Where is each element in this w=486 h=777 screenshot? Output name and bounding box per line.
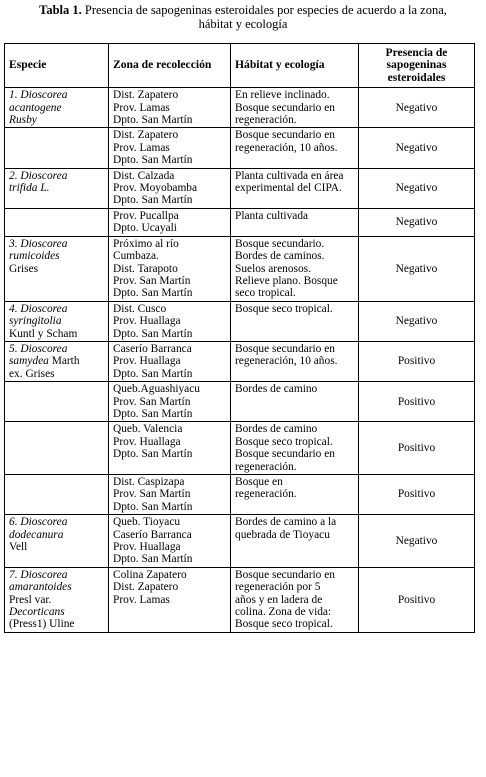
cell-zona: [109, 128, 231, 168]
header-presencia-line: sapogeninas: [386, 58, 447, 72]
species-line: 7. Dioscorea: [9, 568, 68, 581]
species-line: (Press1) Uline: [9, 618, 75, 631]
cell-zona: [109, 475, 231, 515]
zona-line: Dpto. San Martín: [113, 500, 193, 513]
zona-line: Dist. Zapatero: [113, 129, 179, 142]
table-row: [5, 236, 475, 301]
habitat-line: Bordes de camino: [235, 383, 318, 396]
cell-presencia: Positivo: [359, 382, 475, 422]
caption-label: Tabla 1.: [39, 3, 82, 17]
zona-line: Dpto. Ucayali: [113, 222, 177, 235]
table-row: [5, 128, 475, 168]
species-line: acantogene: [9, 101, 62, 114]
table-body: [5, 88, 475, 633]
species-line: 6. Dioscorea: [9, 516, 68, 529]
zona-line: Dist. Zapatero: [113, 581, 179, 594]
habitat-line: Bordes de camino: [235, 423, 318, 436]
zona-line: Queb. Tioyacu: [113, 516, 181, 529]
habitat-line: Bosque seco tropical.: [235, 302, 333, 315]
habitat-line: En relieve inclinado.: [235, 89, 330, 102]
zona-line: Prov. San Martín: [113, 395, 191, 408]
zona-line: Dpto. San Martín: [113, 327, 193, 340]
habitat-line: quebrada de Tioyacu: [235, 528, 330, 541]
zona-line: Prov. Lamas: [113, 593, 170, 606]
habitat-line: experimental del CIPA.: [235, 182, 342, 195]
species-line: 2. Dioscorea: [9, 169, 68, 182]
cell-habitat: [231, 168, 359, 208]
cell-habitat: [231, 236, 359, 301]
species-line: 3. Dioscorea: [9, 237, 68, 250]
species-line: 4. Dioscorea: [9, 302, 68, 315]
cell-presencia: Negativo: [359, 236, 475, 301]
cell-zona: [109, 168, 231, 208]
cell-habitat: [231, 567, 359, 632]
species-author: Marth: [48, 355, 80, 368]
table-row: [5, 382, 475, 422]
zona-line: Próximo al río: [113, 237, 179, 250]
zona-line: Dist. Zapatero: [113, 89, 179, 102]
habitat-line: Bosque secundario en: [235, 342, 335, 355]
species-line: syringitolia: [9, 315, 62, 328]
species-epithet: samydea: [9, 355, 49, 368]
zona-line: Prov. Lamas: [113, 141, 170, 154]
zona-line: Queb.Aguashiyacu: [113, 383, 200, 396]
zona-line: Dpto. San Martín: [113, 194, 193, 207]
cell-zona: [109, 567, 231, 632]
zona-line: Dpto. San Martín: [113, 448, 193, 461]
cell-habitat: [231, 128, 359, 168]
cell-habitat: [231, 341, 359, 381]
species-line: Kuntl y Scham: [9, 327, 78, 340]
cell-habitat: [231, 382, 359, 422]
cell-habitat: [231, 475, 359, 515]
zona-line: Dist. Cusco: [113, 302, 167, 315]
zona-line: Dpto. San Martín: [113, 407, 193, 420]
habitat-line: Planta cultivada: [235, 209, 309, 222]
cell-especie: [5, 208, 109, 236]
table-row: [5, 208, 475, 236]
habitat-line: regeneración, 10 años.: [235, 141, 338, 154]
cell-presencia: Positivo: [359, 475, 475, 515]
zona-line: Queb. Valencia: [113, 423, 183, 436]
species-line: Decorticans: [9, 606, 65, 619]
habitat-line: Bosque secundario en: [235, 101, 335, 114]
zona-line: Dist. Calzada: [113, 169, 175, 182]
habitat-line: Bosque seco tropical.: [235, 618, 333, 631]
cell-especie: [5, 128, 109, 168]
table-row: [5, 301, 475, 341]
cell-presencia: Negativo: [359, 301, 475, 341]
header-especie: Especie: [5, 44, 109, 88]
habitat-line: Bordes de camino a la: [235, 516, 337, 529]
cell-presencia: Positivo: [359, 567, 475, 632]
zona-line: Caserío Barranca: [113, 528, 192, 541]
cell-zona: [109, 88, 231, 128]
habitat-line: colina. Zona de vida:: [235, 606, 332, 619]
zona-line: Colina Zapatero: [113, 568, 187, 581]
cell-habitat: [231, 422, 359, 475]
zona-line: Dpto. San Martín: [113, 114, 193, 127]
cell-zona: [109, 515, 231, 568]
cell-presencia: Negativo: [359, 208, 475, 236]
header-presencia: [359, 44, 475, 88]
species-line: Rusby: [9, 114, 37, 127]
cell-especie: [5, 567, 109, 632]
species-line: Vell: [9, 541, 28, 554]
cell-presencia: Positivo: [359, 422, 475, 475]
table-caption: [0, 0, 486, 36]
cell-presencia: Positivo: [359, 341, 475, 381]
species-table: [4, 43, 475, 633]
zona-line: Prov. San Martín: [113, 488, 191, 501]
zona-line: Prov. San Martín: [113, 274, 191, 287]
cell-zona: [109, 422, 231, 475]
habitat-line: Planta cultivada en área: [235, 169, 344, 182]
zona-line: Prov. Huallaga: [113, 541, 181, 554]
table-row: [5, 341, 475, 381]
cell-especie: [5, 236, 109, 301]
habitat-line: Bosque secundario.: [235, 237, 325, 250]
cell-zona: [109, 301, 231, 341]
header-presencia-line: Presencia de: [385, 46, 448, 59]
habitat-line: regeneración.: [235, 114, 297, 127]
cell-especie: [5, 475, 109, 515]
cell-habitat: [231, 301, 359, 341]
table-row: [5, 88, 475, 128]
zona-line: Dpto. San Martín: [113, 154, 193, 167]
table-row: [5, 475, 475, 515]
zona-line: Prov. Huallaga: [113, 435, 181, 448]
habitat-line: Bosque seco tropical.: [235, 435, 333, 448]
habitat-line: años y en ladera de: [235, 593, 323, 606]
zona-line: Prov. Pucallpa: [113, 209, 179, 222]
zona-line: Dpto. San Martín: [113, 553, 193, 566]
zona-line: Dpto. San Martín: [113, 367, 193, 380]
species-line: Presl var.: [9, 593, 52, 606]
species-line: 5. Dioscorea: [9, 342, 68, 355]
cell-especie: [5, 515, 109, 568]
zona-line: Prov. Huallaga: [113, 355, 181, 368]
cell-especie: [5, 341, 109, 381]
header-row: [5, 44, 475, 88]
header-presencia-line: esteroidales: [387, 70, 446, 84]
species-line: dodecanura: [9, 528, 64, 541]
cell-zona: [109, 236, 231, 301]
zona-line: Caserío Barranca: [113, 342, 192, 355]
cell-especie: [5, 168, 109, 208]
habitat-line: regeneración por 5: [235, 581, 321, 594]
caption-line-2: hábitat y ecología: [198, 17, 288, 31]
cell-habitat: [231, 88, 359, 128]
cell-habitat: [231, 208, 359, 236]
species-line: 1. Dioscorea: [9, 89, 68, 102]
zona-line: Prov. Moyobamba: [113, 182, 198, 195]
habitat-line: regeneración.: [235, 488, 297, 501]
table-row: [5, 422, 475, 475]
habitat-line: Bosque secundario en: [235, 568, 335, 581]
cell-presencia: Negativo: [359, 515, 475, 568]
species-line: amarantoides: [9, 581, 72, 594]
zona-line: Dpto. San Martín: [113, 287, 193, 300]
cell-habitat: [231, 515, 359, 568]
cell-especie: [5, 88, 109, 128]
species-line: ex. Grises: [9, 367, 55, 380]
zona-line: Cumbaza.: [113, 250, 159, 263]
cell-especie: [5, 382, 109, 422]
table-row: [5, 168, 475, 208]
zona-line: Prov. Huallaga: [113, 315, 181, 328]
caption-line-1: [0, 3, 486, 17]
habitat-line: Relieve plano. Bosque: [235, 274, 338, 287]
habitat-line: Suelos arenosos.: [235, 262, 311, 275]
cell-especie: [5, 301, 109, 341]
cell-especie: [5, 422, 109, 475]
species-line: Grises: [9, 262, 39, 275]
zona-line: Dist. Caspizapa: [113, 476, 185, 488]
cell-presencia: Negativo: [359, 168, 475, 208]
header-habitat: Hábitat y ecología: [231, 44, 359, 88]
cell-zona: [109, 341, 231, 381]
species-line: [9, 355, 104, 367]
cell-presencia: Negativo: [359, 88, 475, 128]
habitat-line: seco tropical.: [235, 287, 296, 300]
habitat-line: regeneración, 10 años.: [235, 355, 338, 368]
cell-presencia: Negativo: [359, 128, 475, 168]
habitat-line: Bordes de caminos.: [235, 250, 325, 263]
habitat-line: Bosque en: [235, 476, 283, 488]
habitat-line: Bosque secundario en: [235, 448, 335, 461]
species-line: rumicoides: [9, 250, 60, 263]
table-row: [5, 567, 475, 632]
zona-line: Prov. Lamas: [113, 101, 170, 114]
table-row: [5, 515, 475, 568]
cell-zona: [109, 208, 231, 236]
caption-text: Presencia de sapogeninas esteroidales por especies de acuerdo a la zona,: [81, 3, 447, 17]
header-zona: Zona de recolección: [109, 44, 231, 88]
habitat-line: regeneración.: [235, 460, 297, 473]
habitat-line: Bosque secundario en: [235, 129, 335, 142]
zona-line: Dist. Tarapoto: [113, 262, 178, 275]
cell-zona: [109, 382, 231, 422]
species-line: trifida L.: [9, 182, 50, 195]
